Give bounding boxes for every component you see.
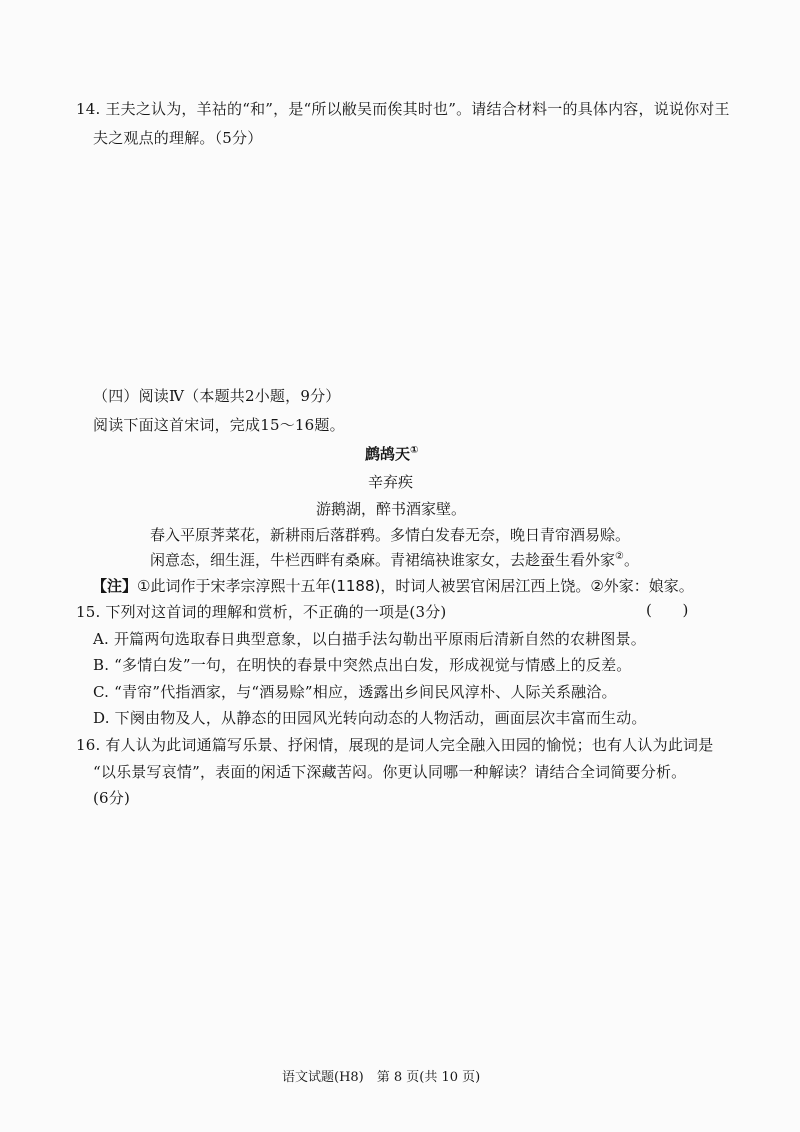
poem-title-text: 鹧鸪天 xyxy=(365,445,411,463)
poem-line-2-footnote-mark: ② xyxy=(615,551,624,562)
q16-line3: (6分) xyxy=(93,789,131,807)
poem-subtitle: 游鹅湖，醉书酒家壁。 xyxy=(316,500,467,518)
page-footer: 语文试题(H8) 第 8 页(共 10 页) xyxy=(282,1070,481,1085)
q15-answer-blank: ( ) xyxy=(646,601,689,619)
poem-title-footnote-mark: ① xyxy=(410,445,419,456)
q16-line1: 16. 有人认为此词通篇写乐景、抒闲情，展现的是词人完全融入田园的愉悦；也有人认为此词是 xyxy=(76,736,714,754)
note-label: 【注】 xyxy=(92,577,138,595)
q15-option-c: C. “青帘”代指酒家，与“酒易赊”相应，透露出乡间民风淳朴、人际关系融洽。 xyxy=(93,683,617,701)
poem-line-2-text: 闲意态，细生涯，牛栏西畔有桑麻。青裙缟袂谁家女，去趁蚕生看外家 xyxy=(150,551,616,569)
poem-line-1: 春入平原荠菜花，新耕雨后落群鸦。多情白发春无奈，晚日青帘酒易赊。 xyxy=(150,526,631,544)
q15-stem: 15. 下列对这首词的理解和赏析，不正确的一项是(3分) xyxy=(76,603,447,621)
q15-option-d: D. 下阕由物及人，从静态的田园风光转向动态的人物活动，画面层次丰富而生动。 xyxy=(93,709,647,727)
q14-line1: 14. 王夫之认为，羊祜的“和”，是“所以敝吴而俟其时也”。请结合材料一的具体内容，说说你对王 xyxy=(76,100,730,118)
poem-title xyxy=(365,443,418,464)
poem-author: 辛弃疾 xyxy=(368,473,414,491)
q16-line2: “以乐景写哀情”，表面的闲适下深藏苦闷。你更认同哪一种解读？请结合全词简要分析。 xyxy=(93,763,687,781)
poem-line-2-end: 。 xyxy=(623,551,639,569)
section-instruction: 阅读下面这首宋词，完成15～16题。 xyxy=(93,416,345,434)
note-text: ①此词作于宋孝宗淳熙十五年(1188)，时词人被罢官闲居江西上饶。②外家：娘家。 xyxy=(137,577,694,595)
q14-line2: 夫之观点的理解。（5分） xyxy=(93,129,263,147)
poem-line-2 xyxy=(150,549,639,570)
q15-option-b: B. “多情白发”一句，在明快的春景中突然点出白发，形成视觉与情感上的反差。 xyxy=(93,656,632,674)
poem-note xyxy=(92,575,694,596)
section-heading: （四）阅读Ⅳ（本题共2小题，9分） xyxy=(93,387,341,405)
q15-option-a: A. 开篇两句选取春日典型意象，以白描手法勾勒出平原雨后清新自然的农耕图景。 xyxy=(93,630,646,648)
